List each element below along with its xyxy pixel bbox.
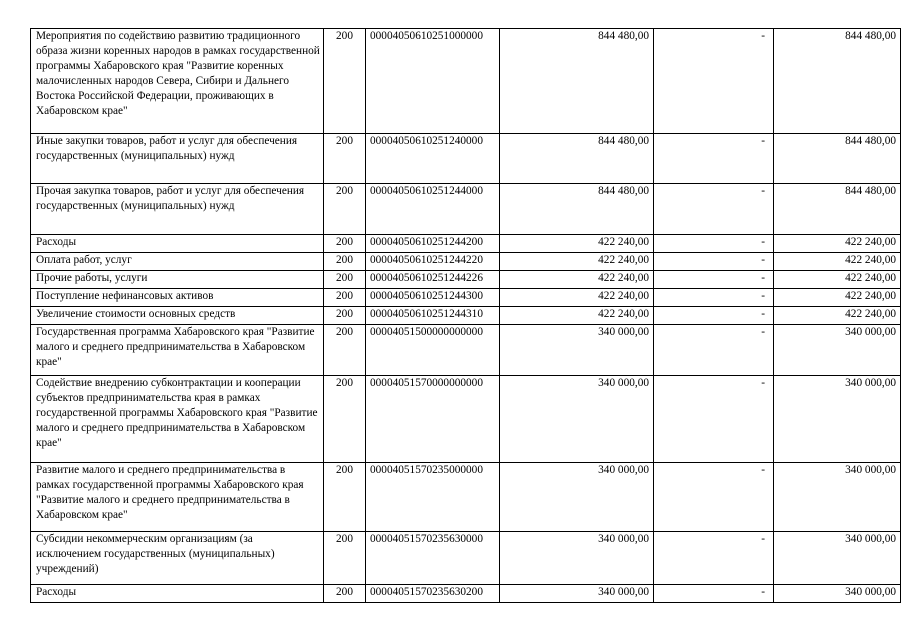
row-executed: - [654,376,774,463]
row-unexecuted: 422 240,00 [774,235,901,253]
row-line-code: 200 [324,235,366,253]
row-name: Мероприятия по содействию развитию традиционного образа жизни коренных народов в рамках государственной программы Хабаровского края "Развитие коренных малочисленных народов Севера, Сибири и Дальнего Востока Российской Федерации, проживающих в Хабаровском крае" [31,29,324,134]
row-executed: - [654,253,774,271]
row-line-code: 200 [324,289,366,307]
table-row [31,184,901,235]
table-row [31,289,901,307]
budget-table [30,28,901,603]
row-name: Расходы [31,585,324,603]
row-executed: - [654,271,774,289]
row-executed: - [654,184,774,235]
row-unexecuted: 340 000,00 [774,325,901,376]
row-line-code: 200 [324,29,366,134]
row-name: Оплата работ, услуг [31,253,324,271]
row-line-code: 200 [324,271,366,289]
row-name: Прочие работы, услуги [31,271,324,289]
row-unexecuted: 422 240,00 [774,307,901,325]
row-approved: 844 480,00 [500,134,654,184]
row-budget-code: 00004051570000000000 [366,376,500,463]
row-unexecuted: 340 000,00 [774,532,901,585]
row-executed: - [654,463,774,532]
row-approved: 422 240,00 [500,253,654,271]
row-approved: 422 240,00 [500,307,654,325]
row-executed: - [654,325,774,376]
row-unexecuted: 340 000,00 [774,463,901,532]
row-approved: 340 000,00 [500,376,654,463]
table-row [31,29,901,134]
table-row [31,585,901,603]
table-row [31,235,901,253]
row-budget-code: 00004050610251244310 [366,307,500,325]
row-executed: - [654,235,774,253]
row-budget-code: 00004051570235630000 [366,532,500,585]
table-row [31,253,901,271]
table-row [31,307,901,325]
row-unexecuted: 844 480,00 [774,184,901,235]
row-executed: - [654,307,774,325]
row-unexecuted: 340 000,00 [774,585,901,603]
row-approved: 340 000,00 [500,585,654,603]
row-budget-code: 00004051570235630200 [366,585,500,603]
row-name: Развитие малого и среднего предпринимательства в рамках государственной программы Хабаровского края "Развитие малого и среднего предпринимательства в Хабаровском крае" [31,463,324,532]
row-unexecuted: 422 240,00 [774,253,901,271]
row-line-code: 200 [324,134,366,184]
row-budget-code: 00004050610251244200 [366,235,500,253]
row-approved: 422 240,00 [500,289,654,307]
row-unexecuted: 422 240,00 [774,289,901,307]
row-budget-code: 00004050610251000000 [366,29,500,134]
row-line-code: 200 [324,532,366,585]
row-approved: 422 240,00 [500,271,654,289]
row-approved: 844 480,00 [500,184,654,235]
row-budget-code: 00004051500000000000 [366,325,500,376]
row-budget-code: 00004050610251244000 [366,184,500,235]
row-line-code: 200 [324,463,366,532]
table-row [31,376,901,463]
row-name: Иные закупки товаров, работ и услуг для обеспечения государственных (муниципальных) нужд [31,134,324,184]
table-row [31,134,901,184]
budget-table-body [31,29,901,603]
row-approved: 844 480,00 [500,29,654,134]
row-executed: - [654,585,774,603]
row-budget-code: 00004050610251240000 [366,134,500,184]
row-approved: 340 000,00 [500,463,654,532]
row-budget-code: 00004050610251244300 [366,289,500,307]
row-executed: - [654,29,774,134]
table-row [31,325,901,376]
row-budget-code: 00004050610251244220 [366,253,500,271]
row-approved: 422 240,00 [500,235,654,253]
row-unexecuted: 844 480,00 [774,29,901,134]
row-line-code: 200 [324,307,366,325]
row-budget-code: 00004050610251244226 [366,271,500,289]
row-line-code: 200 [324,325,366,376]
table-row [31,463,901,532]
row-unexecuted: 340 000,00 [774,376,901,463]
row-name: Поступление нефинансовых активов [31,289,324,307]
row-line-code: 200 [324,184,366,235]
row-name: Расходы [31,235,324,253]
row-approved: 340 000,00 [500,532,654,585]
row-line-code: 200 [324,253,366,271]
table-row [31,532,901,585]
row-name: Увеличение стоимости основных средств [31,307,324,325]
row-executed: - [654,289,774,307]
row-line-code: 200 [324,376,366,463]
row-budget-code: 00004051570235000000 [366,463,500,532]
table-row [31,271,901,289]
row-executed: - [654,532,774,585]
row-approved: 340 000,00 [500,325,654,376]
row-name: Государственная программа Хабаровского края "Развитие малого и среднего предпринимательства в Хабаровском крае" [31,325,324,376]
row-name: Прочая закупка товаров, работ и услуг для обеспечения государственных (муниципальных) нужд [31,184,324,235]
row-unexecuted: 844 480,00 [774,134,901,184]
row-executed: - [654,134,774,184]
row-line-code: 200 [324,585,366,603]
row-name: Субсидии некоммерческим организациям (за исключением государственных (муниципальных) учреждений) [31,532,324,585]
row-name: Содействие внедрению субконтрактации и кооперации субъектов предпринимательства края в рамках государственной программы Хабаровского края "Развитие малого и среднего предпринимательства в Хабаровском крае" [31,376,324,463]
row-unexecuted: 422 240,00 [774,271,901,289]
